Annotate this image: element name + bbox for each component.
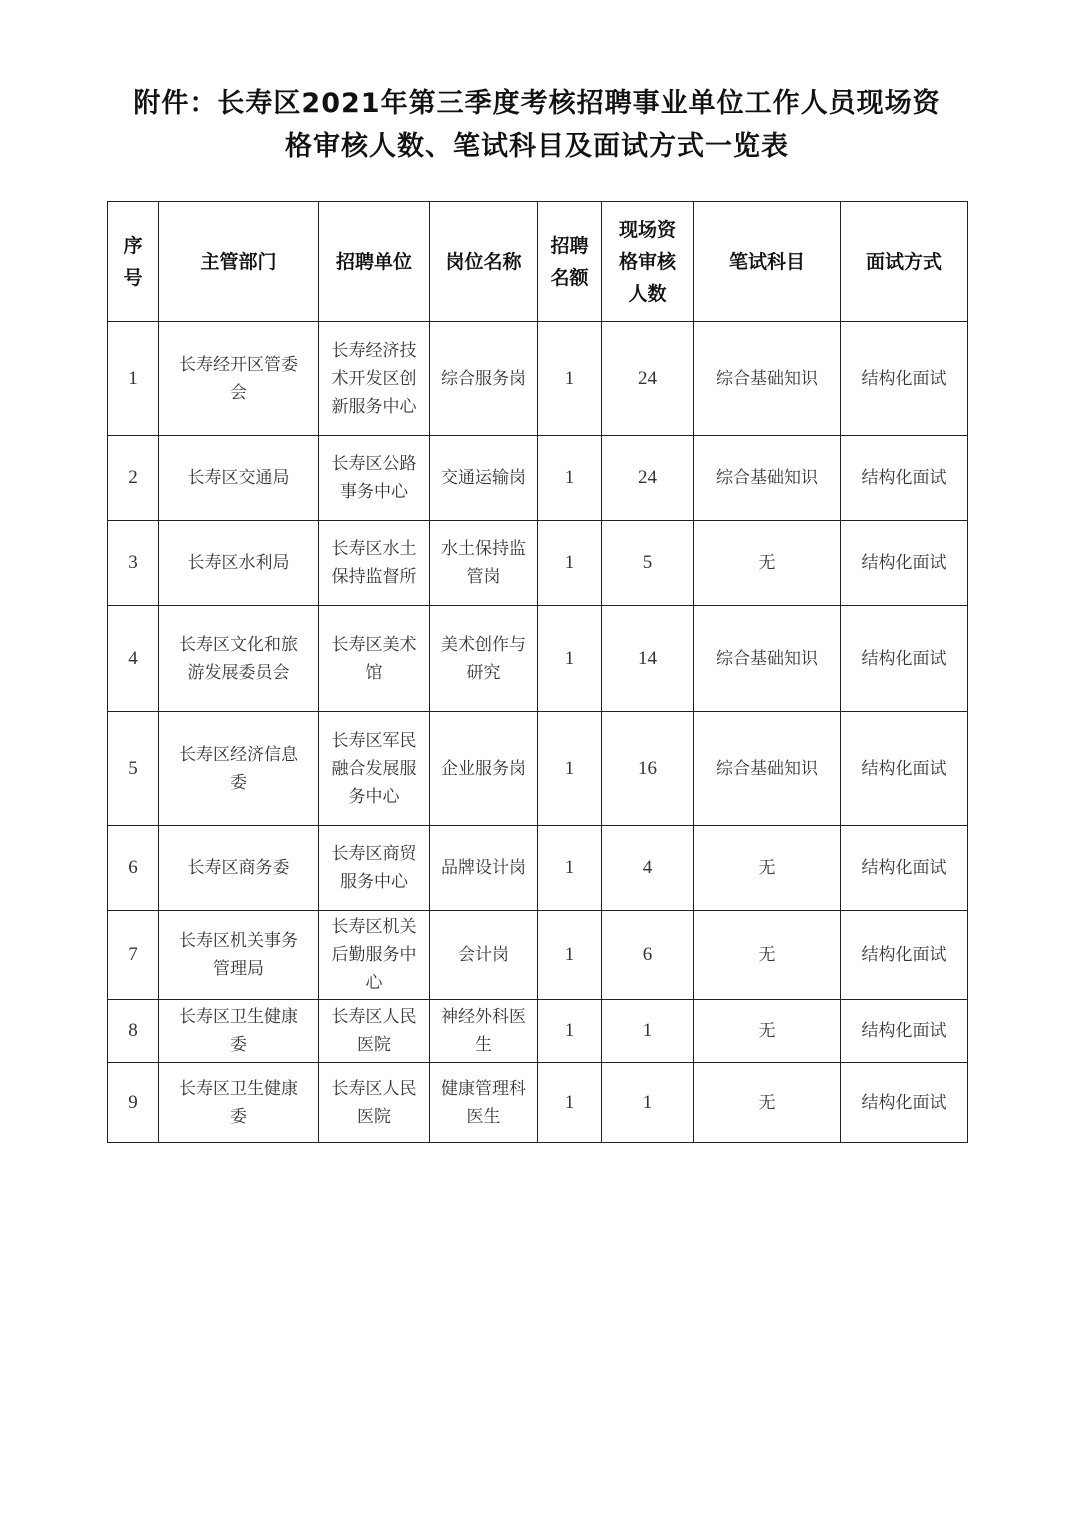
table-row [108,911,968,1000]
cell-dept: 长寿区商务委 [159,826,319,911]
cell-interview: 结构化面试 [841,521,968,606]
cell-dept: 长寿区卫生健康委 [159,1000,319,1063]
table-row [108,1000,968,1063]
cell-dept: 长寿区水利局 [159,521,319,606]
cell-exam: 无 [694,521,841,606]
cell-count: 16 [602,712,694,826]
header-dept: 主管部门 [159,202,319,322]
cell-interview: 结构化面试 [841,1063,968,1143]
title-line-2: 格审核人数、笔试科目及面试方式一览表 [285,131,789,162]
cell-interview: 结构化面试 [841,1000,968,1063]
table-row [108,606,968,712]
cell-post: 美术创作与研究 [430,606,538,712]
cell-unit: 长寿区商贸服务中心 [319,826,430,911]
cell-dept: 长寿区卫生健康委 [159,1063,319,1143]
cell-seq: 3 [108,521,159,606]
cell-interview: 结构化面试 [841,911,968,1000]
cell-unit: 长寿区军民融合发展服务中心 [319,712,430,826]
header-interview: 面试方式 [841,202,968,322]
cell-post: 水土保持监管岗 [430,521,538,606]
cell-count: 1 [602,1063,694,1143]
cell-dept: 长寿区交通局 [159,436,319,521]
cell-exam: 综合基础知识 [694,322,841,436]
table-row [108,322,968,436]
cell-post: 健康管理科医生 [430,1063,538,1143]
header-quota: 招聘名额 [538,202,602,322]
cell-post: 会计岗 [430,911,538,1000]
cell-seq: 8 [108,1000,159,1063]
cell-unit: 长寿区机关后勤服务中心 [319,911,430,1000]
cell-post: 综合服务岗 [430,322,538,436]
cell-exam: 综合基础知识 [694,436,841,521]
cell-count: 14 [602,606,694,712]
header-seq: 序号 [108,202,159,322]
header-exam: 笔试科目 [694,202,841,322]
table-row [108,1063,968,1143]
table-row [108,436,968,521]
header-row [108,202,968,322]
cell-dept: 长寿区机关事务管理局 [159,911,319,1000]
cell-quota: 1 [538,322,602,436]
cell-interview: 结构化面试 [841,826,968,911]
cell-count: 5 [602,521,694,606]
cell-seq: 9 [108,1063,159,1143]
cell-count: 24 [602,436,694,521]
cell-quota: 1 [538,911,602,1000]
cell-unit: 长寿区人民医院 [319,1063,430,1143]
cell-post: 神经外科医生 [430,1000,538,1063]
cell-quota: 1 [538,606,602,712]
cell-quota: 1 [538,826,602,911]
cell-post: 企业服务岗 [430,712,538,826]
cell-interview: 结构化面试 [841,606,968,712]
cell-exam: 综合基础知识 [694,712,841,826]
cell-quota: 1 [538,1000,602,1063]
table-row [108,826,968,911]
cell-seq: 6 [108,826,159,911]
cell-quota: 1 [538,1063,602,1143]
cell-quota: 1 [538,521,602,606]
cell-seq: 7 [108,911,159,1000]
cell-seq: 4 [108,606,159,712]
cell-post: 交通运输岗 [430,436,538,521]
cell-quota: 1 [538,712,602,826]
header-count: 现场资格审核人数 [602,202,694,322]
cell-exam: 无 [694,1063,841,1143]
cell-count: 24 [602,322,694,436]
cell-count: 6 [602,911,694,1000]
cell-unit: 长寿区水土保持监督所 [319,521,430,606]
cell-exam: 无 [694,911,841,1000]
cell-interview: 结构化面试 [841,712,968,826]
table-row [108,712,968,826]
cell-seq: 5 [108,712,159,826]
cell-quota: 1 [538,436,602,521]
cell-exam: 无 [694,826,841,911]
cell-unit: 长寿区公路事务中心 [319,436,430,521]
cell-seq: 1 [108,322,159,436]
cell-dept: 长寿区经济信息委 [159,712,319,826]
header-post: 岗位名称 [430,202,538,322]
header-unit: 招聘单位 [319,202,430,322]
cell-unit: 长寿区人民医院 [319,1000,430,1063]
cell-seq: 2 [108,436,159,521]
recruitment-table [107,201,968,1143]
cell-dept: 长寿区文化和旅游发展委员会 [159,606,319,712]
table-row [108,521,968,606]
cell-interview: 结构化面试 [841,322,968,436]
cell-dept: 长寿经开区管委会 [159,322,319,436]
title-line-1: 附件：长寿区2021年第三季度考核招聘事业单位工作人员现场资 [133,88,941,119]
cell-exam: 无 [694,1000,841,1063]
document-title [60,82,1014,168]
cell-count: 1 [602,1000,694,1063]
cell-exam: 综合基础知识 [694,606,841,712]
cell-unit: 长寿经济技术开发区创新服务中心 [319,322,430,436]
cell-interview: 结构化面试 [841,436,968,521]
cell-count: 4 [602,826,694,911]
cell-post: 品牌设计岗 [430,826,538,911]
cell-unit: 长寿区美术馆 [319,606,430,712]
